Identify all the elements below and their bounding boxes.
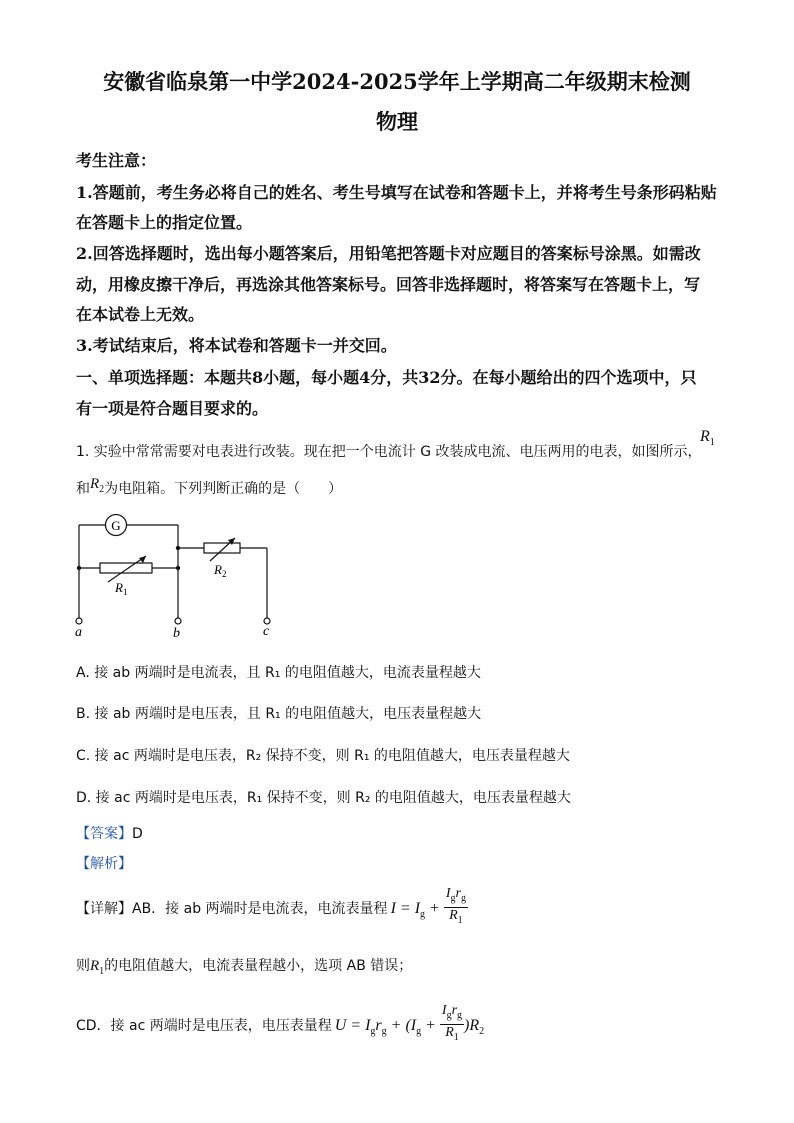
circuit-diagram [60, 510, 290, 640]
q1-stem-r2: $R_2$ [90, 476, 105, 495]
subject-title: 物理 [376, 109, 418, 134]
notice-item2-line1: 2.回答选择题时，选出每小题答案后，用铅笔把答题卡对应题目的答案标号涂黑。如需改 [76, 244, 701, 263]
q1-stem-r1: $R_1$ [700, 428, 715, 448]
q1-stem-rest: 为电阻箱。下列判断正确的是（ ） [104, 481, 343, 497]
analysis-label: 【解析】 [76, 856, 132, 872]
detail-cd-line [76, 1005, 484, 1048]
answer-label: 【答案】 [76, 826, 132, 842]
q1-stem-and: 和 [76, 481, 90, 497]
answer-value: D [132, 826, 143, 842]
terminal-b-icon [175, 618, 181, 624]
exam-title: 安徽省临泉第一中学2024-2025学年上学期高二年级期末检测 [103, 69, 691, 94]
formula-voltage-range: $U = I_gr_g + (I_g$ + $\frac{I_gr_g}{R_1}$ )$R_2$ [334, 1003, 485, 1043]
terminal-a-label: a [75, 625, 82, 640]
option-a: A. 接 ab 两端时是电流表，且 R₁ 的电阻值越大，电流表量程越大 [76, 665, 481, 681]
section-heading-line2: 有一项是符合题目要求的。 [76, 399, 269, 418]
section-heading-line1: 一、单项选择题：本题共8小题，每小题4分，共32分。在每小题给出的四个选项中，只 [76, 368, 697, 387]
option-d: D. 接 ac 两端时是电压表，R₁ 保持不变，则 R₂ 的电阻值越大，电压表量程越大 [76, 790, 571, 806]
detail-cd-text: CD．接 ac 两端时是电压表，电压表量程 [76, 1018, 332, 1035]
terminal-a-icon [76, 618, 82, 624]
r2-label: $R_2$ [214, 562, 227, 579]
answer-line [76, 823, 143, 843]
detail-ab-text: AB．接 ab 两端时是电流表，电流表量程 [132, 901, 388, 918]
notice-heading: 考生注意： [76, 151, 157, 170]
notice-item2-line3: 在本试卷上无效。 [76, 305, 205, 324]
notice-item1-line1: 1.答题前，考生务必将自己的姓名、考生号填写在试卷和答题卡上，并将考生号条形码粘贴 [76, 183, 717, 202]
option-b: B. 接 ab 两端时是电压表，且 R₁ 的电阻值越大，电压表量程越大 [76, 706, 482, 722]
notice-item2-line2: 动，用橡皮擦干净后，再选涂其他答案标号。回答非选择题时，将答案写在答题卡上，写 [76, 275, 701, 294]
terminal-b-label: b [173, 626, 180, 640]
option-c: C. 接 ac 两端时是电压表，R₂ 保持不变，则 R₁ 的电阻值越大，电压表量程越大 [76, 748, 570, 764]
r1-label: $R_1$ [115, 580, 128, 597]
detail-ab-line [76, 888, 468, 931]
detail-label: 【详解】 [76, 901, 132, 918]
formula-current-range: $I = I_g$ + $\frac{I_gr_g}{R_1}$ [390, 886, 466, 926]
notice-item1-line2: 在答题卡上的指定位置。 [76, 213, 253, 232]
terminal-c-label: c [263, 624, 270, 639]
conclusion-ab: 则$R_1$的电阻值越大，电流表量程越小，选项 AB 错误； [76, 958, 413, 977]
galvanometer-label: G [111, 518, 121, 533]
notice-item3: 3.考试结束后，将本试卷和答题卡一并交回。 [76, 336, 397, 355]
q1-stem-line1: 1. 实验中常常需要对电表进行改装。现在把一个电流计 G 改装成电流、电压两用的电表，如图所示， [76, 444, 702, 460]
q1-stem-line2 [76, 478, 342, 500]
